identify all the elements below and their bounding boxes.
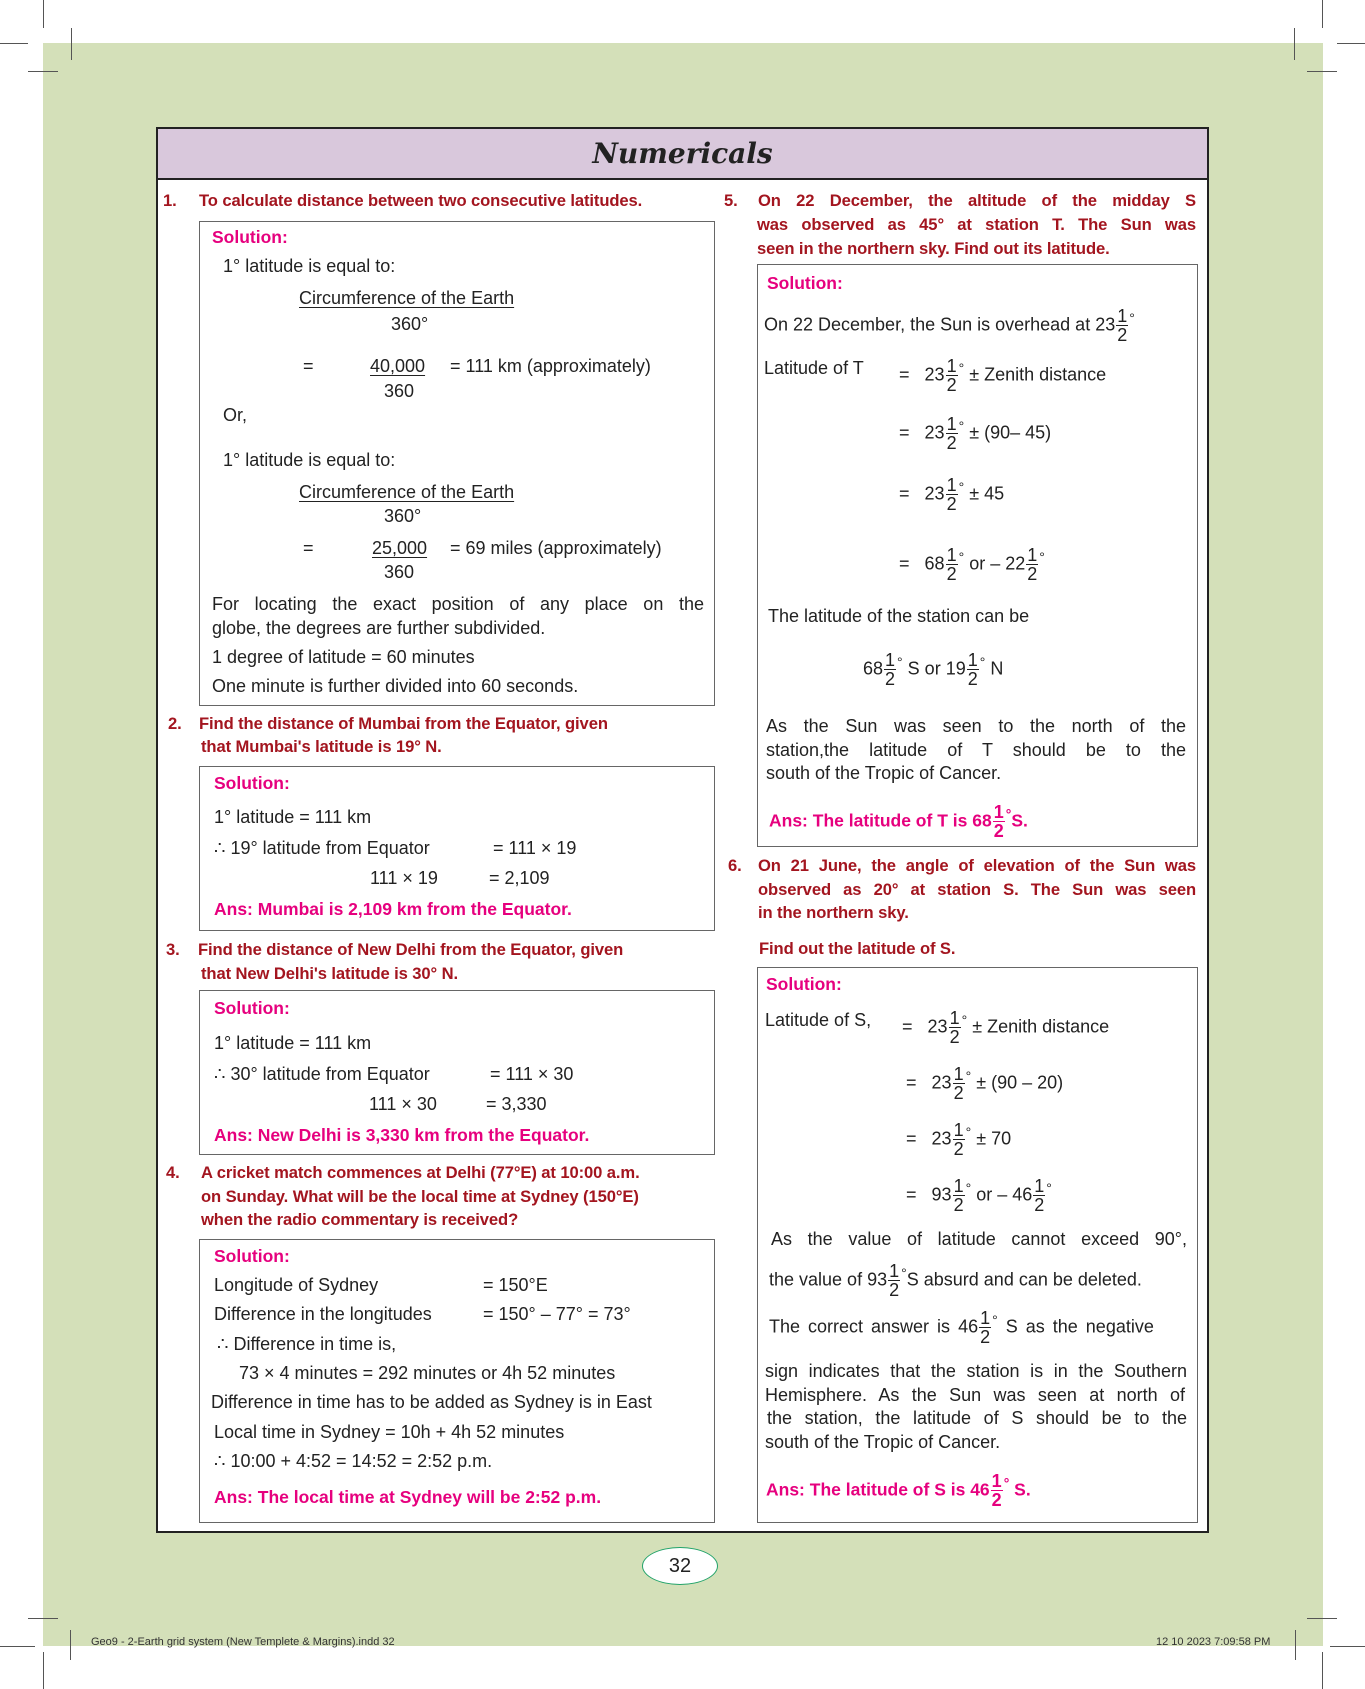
solution-line: = 150° – 77° = 73° (483, 1304, 631, 1324)
crop-mark (1295, 1630, 1296, 1660)
question-title-line: that New Delhi's latitude is 30° N. (201, 964, 458, 983)
solution-line: As the Sun was seen to the north of the (766, 716, 1186, 736)
mixed-fraction: 23 $\frac{1}{2}$ ° (931, 1063, 972, 1103)
crop-mark (71, 28, 72, 60)
crop-mark (1294, 28, 1295, 60)
solution-line: The correct answer is 46 $\frac{1}{2}$ ° S as the negative (769, 1307, 1154, 1347)
solution-line: 111 × 19 (370, 868, 438, 888)
equals-sign: = (303, 538, 314, 558)
equation-row: = 93 $\frac{1}{2}$ ° or – 46 $\frac{1}{2}$ ° (906, 1175, 1052, 1215)
solution-line: sign indicates that the station is in the Southern (765, 1361, 1187, 1381)
solution-line: station,the latitude of T should be to the (766, 740, 1186, 760)
equation-row: = 23 $\frac{1}{2}$ ° ± 70 (906, 1119, 1012, 1159)
crop-mark (0, 1646, 35, 1647)
solution-line: 111 × 30 (369, 1094, 437, 1114)
question-title: To calculate distance between two consecutive latitudes. (199, 191, 643, 210)
fraction-denominator: 360° (391, 314, 429, 334)
solution-label: Solution: (214, 998, 290, 1018)
solution-line: = 111 km (approximately) (450, 356, 651, 376)
solution-line: Or, (223, 405, 248, 425)
solution-line: 73 × 4 minutes = 292 minutes or 4h 52 minutes (239, 1363, 616, 1383)
answer-text: Ans: Mumbai is 2,109 km from the Equator. (214, 899, 572, 919)
mixed-fraction: 46 $\frac{1}{2}$ ° (958, 1307, 998, 1347)
question-title-line: On 22 December, the altitude of the midday S (758, 191, 1196, 210)
question-subtitle: Find out the latitude of S. (759, 939, 956, 958)
solution-line: = 111 × 30 (490, 1064, 574, 1084)
solution-line: = 150°E (483, 1275, 548, 1295)
mixed-fraction: 23 $\frac{1}{2}$ ° (927, 1007, 968, 1047)
lat-label: Latitude of S, (765, 1010, 872, 1030)
equation-row: = 23 $\frac{1}{2}$ ° ± (90– 45) (899, 413, 1052, 453)
fraction-numerator: 25,000 (372, 538, 428, 558)
mixed-fraction: 93 $\frac{1}{2}$ ° (931, 1175, 972, 1215)
mixed-fraction: 68 $\frac{1}{2}$ ° (863, 649, 903, 689)
crop-mark (0, 43, 28, 44)
solution-line: Hemisphere. As the Sun was seen at north of (765, 1385, 1185, 1405)
crop-mark (1330, 1646, 1365, 1647)
equation-row: = 68 $\frac{1}{2}$ ° or – 22 $\frac{1}{2}$ ° (899, 544, 1045, 584)
page-number: 32 (642, 1547, 718, 1585)
question-number: 6. (728, 856, 742, 875)
solution-label: Solution: (766, 974, 842, 994)
question-title-line: A cricket match commences at Delhi (77°E) at 10:00 a.m. (201, 1163, 640, 1182)
question-title-line: when the radio commentary is received? (201, 1210, 519, 1229)
answer-text: Ans: The local time at Sydney will be 2:52 p.m. (214, 1487, 602, 1507)
mixed-fraction: 93 $\frac{1}{2}$ ° (867, 1260, 907, 1300)
mixed-fraction: 23 $\frac{1}{2}$ ° (924, 413, 965, 453)
equals-sign: = (303, 356, 314, 376)
file-slug: Geo9 - 2-Earth grid system (New Templete & Margins).indd 32 (91, 1636, 395, 1648)
solution-line: 1° latitude is equal to: (223, 256, 396, 276)
question-number: 1. (163, 191, 177, 210)
solution-line: = 3,330 (486, 1094, 547, 1114)
solution-line: south of the Tropic of Cancer. (765, 1432, 1001, 1452)
equation-row: 68 $\frac{1}{2}$ ° S or 19 $\frac{1}{2}$ ° N (863, 649, 1004, 689)
question-title-line: in the northern sky. (758, 903, 909, 922)
mixed-fraction: 23 $\frac{1}{2}$ ° (924, 474, 965, 514)
question-number: 2. (168, 714, 182, 733)
solution-label: Solution: (214, 1246, 290, 1266)
question-title-line: was observed as 45° at station T. The Sun was (757, 215, 1196, 234)
solution-line: 1° latitude = 111 km (214, 1033, 372, 1053)
solution-line: = 111 × 19 (493, 838, 577, 858)
equation-row: = 23 $\frac{1}{2}$ ° ± Zenith distance (902, 1007, 1110, 1047)
answer-text: Ans: The latitude of S is 46 $\frac{1}{2}$ ° S. (766, 1470, 1031, 1510)
mixed-fraction: 68 $\frac{1}{2}$ ° (924, 544, 965, 584)
crop-mark (43, 1652, 44, 1689)
crop-mark (1322, 1652, 1323, 1689)
solution-line: globe, the degrees are further subdivided. (212, 618, 546, 638)
solution-line: 1° latitude = 111 km (214, 807, 372, 827)
question-title-line: Find the distance of Mumbai from the Equator, given (199, 714, 608, 733)
crop-mark (1337, 43, 1365, 44)
solution-line: = 2,109 (489, 868, 550, 888)
solution-label: Solution: (212, 227, 288, 247)
fraction-numerator: Circumference of the Earth (299, 288, 515, 308)
question-number: 4. (166, 1163, 180, 1182)
fraction-numerator: Circumference of the Earth (299, 482, 515, 502)
solution-line: = 69 miles (approximately) (450, 538, 662, 558)
mixed-fraction: 19 $\frac{1}{2}$ ° (945, 649, 986, 689)
mixed-fraction: 68 $\frac{1}{2}$ ° (972, 801, 1012, 841)
solution-line: ∴ 30° latitude from Equator (214, 1064, 430, 1084)
solution-line: 1 degree of latitude = 60 minutes (212, 647, 475, 667)
solution-line: As the value of latitude cannot exceed 90°, (771, 1229, 1187, 1249)
solution-line: ∴ 10:00 + 4:52 = 14:52 = 2:52 p.m. (214, 1451, 493, 1471)
mixed-fraction: 23 $\frac{1}{2}$ ° (931, 1119, 972, 1159)
lat-label: Latitude of T (764, 358, 864, 378)
fraction-denominator: 360 (384, 381, 415, 401)
crop-mark (28, 1618, 58, 1619)
crop-mark (70, 1630, 71, 1660)
solution-line: south of the Tropic of Cancer. (766, 763, 1002, 783)
print-timestamp: 12 10 2023 7:09:58 PM (1156, 1636, 1271, 1648)
mixed-fraction: 46 $\frac{1}{2}$ ° (1012, 1175, 1052, 1215)
solution-line: Local time in Sydney = 10h + 4h 52 minutes (214, 1422, 565, 1442)
solution-line: The latitude of the station can be (768, 606, 1030, 626)
question-title-line: seen in the northern sky. Find out its latitude. (757, 239, 1110, 258)
solution-label: Solution: (214, 773, 290, 793)
solution-line: the value of 93 $\frac{1}{2}$ °S absurd and can be deleted. (769, 1260, 1142, 1300)
mixed-fraction: 46 $\frac{1}{2}$ ° (970, 1470, 1010, 1510)
answer-text: Ans: The latitude of T is 68 $\frac{1}{2}$ °S. (769, 801, 1028, 841)
mixed-fraction: 23 $\frac{1}{2}$ ° (1095, 305, 1135, 345)
question-number: 5. (724, 191, 738, 210)
question-number: 3. (166, 940, 180, 959)
line-text: On 22 December, the Sun is overhead at (764, 314, 1091, 335)
section-title: Numericals (592, 137, 773, 170)
section-header (158, 129, 1207, 180)
solution-line: ∴ Difference in time is, (217, 1334, 397, 1354)
question-title-line: observed as 20° at station S. The Sun was seen (758, 880, 1196, 899)
mixed-fraction: 23 $\frac{1}{2}$ ° (924, 355, 965, 395)
question-title-line: Find the distance of New Delhi from the Equator, given (198, 940, 624, 959)
equation-row: = 23 $\frac{1}{2}$ ° ± (90 – 20) (906, 1063, 1064, 1103)
solution-line: the station, the latitude of S should be to the (767, 1408, 1187, 1428)
equation-row: = 23 $\frac{1}{2}$ ° ± 45 (899, 474, 1005, 514)
solution-line (764, 307, 1135, 345)
question-title-line: that Mumbai's latitude is 19° N. (201, 737, 442, 756)
solution-line: 1° latitude is equal to: (223, 450, 396, 470)
mixed-fraction: 22 $\frac{1}{2}$ ° (1005, 544, 1045, 584)
crop-mark (1307, 71, 1337, 72)
crop-mark (28, 71, 58, 72)
crop-mark (1307, 1618, 1337, 1619)
solution-label: Solution: (767, 273, 843, 293)
solution-line: For locating the exact position of any place on the (212, 594, 704, 614)
solution-line: Difference in the longitudes (214, 1304, 432, 1324)
crop-mark (43, 0, 44, 28)
crop-mark (1322, 0, 1323, 28)
solution-line: Difference in time has to be added as Sydney is in East (211, 1392, 652, 1412)
fraction-denominator: 360 (384, 562, 415, 582)
fraction-numerator: 40,000 (370, 356, 426, 376)
solution-line: ∴ 19° latitude from Equator (214, 838, 430, 858)
question-title-line: On 21 June, the angle of elevation of the Sun was (758, 856, 1196, 875)
fraction-denominator: 360° (384, 506, 422, 526)
solution-line: Longitude of Sydney (214, 1275, 379, 1295)
equation-row: = 23 $\frac{1}{2}$ ° ± Zenith distance (899, 355, 1107, 395)
question-title-line: on Sunday. What will be the local time at Sydney (150°E) (201, 1187, 639, 1206)
answer-text: Ans: New Delhi is 3,330 km from the Equator. (214, 1125, 590, 1145)
solution-line: One minute is further divided into 60 seconds. (212, 676, 579, 696)
